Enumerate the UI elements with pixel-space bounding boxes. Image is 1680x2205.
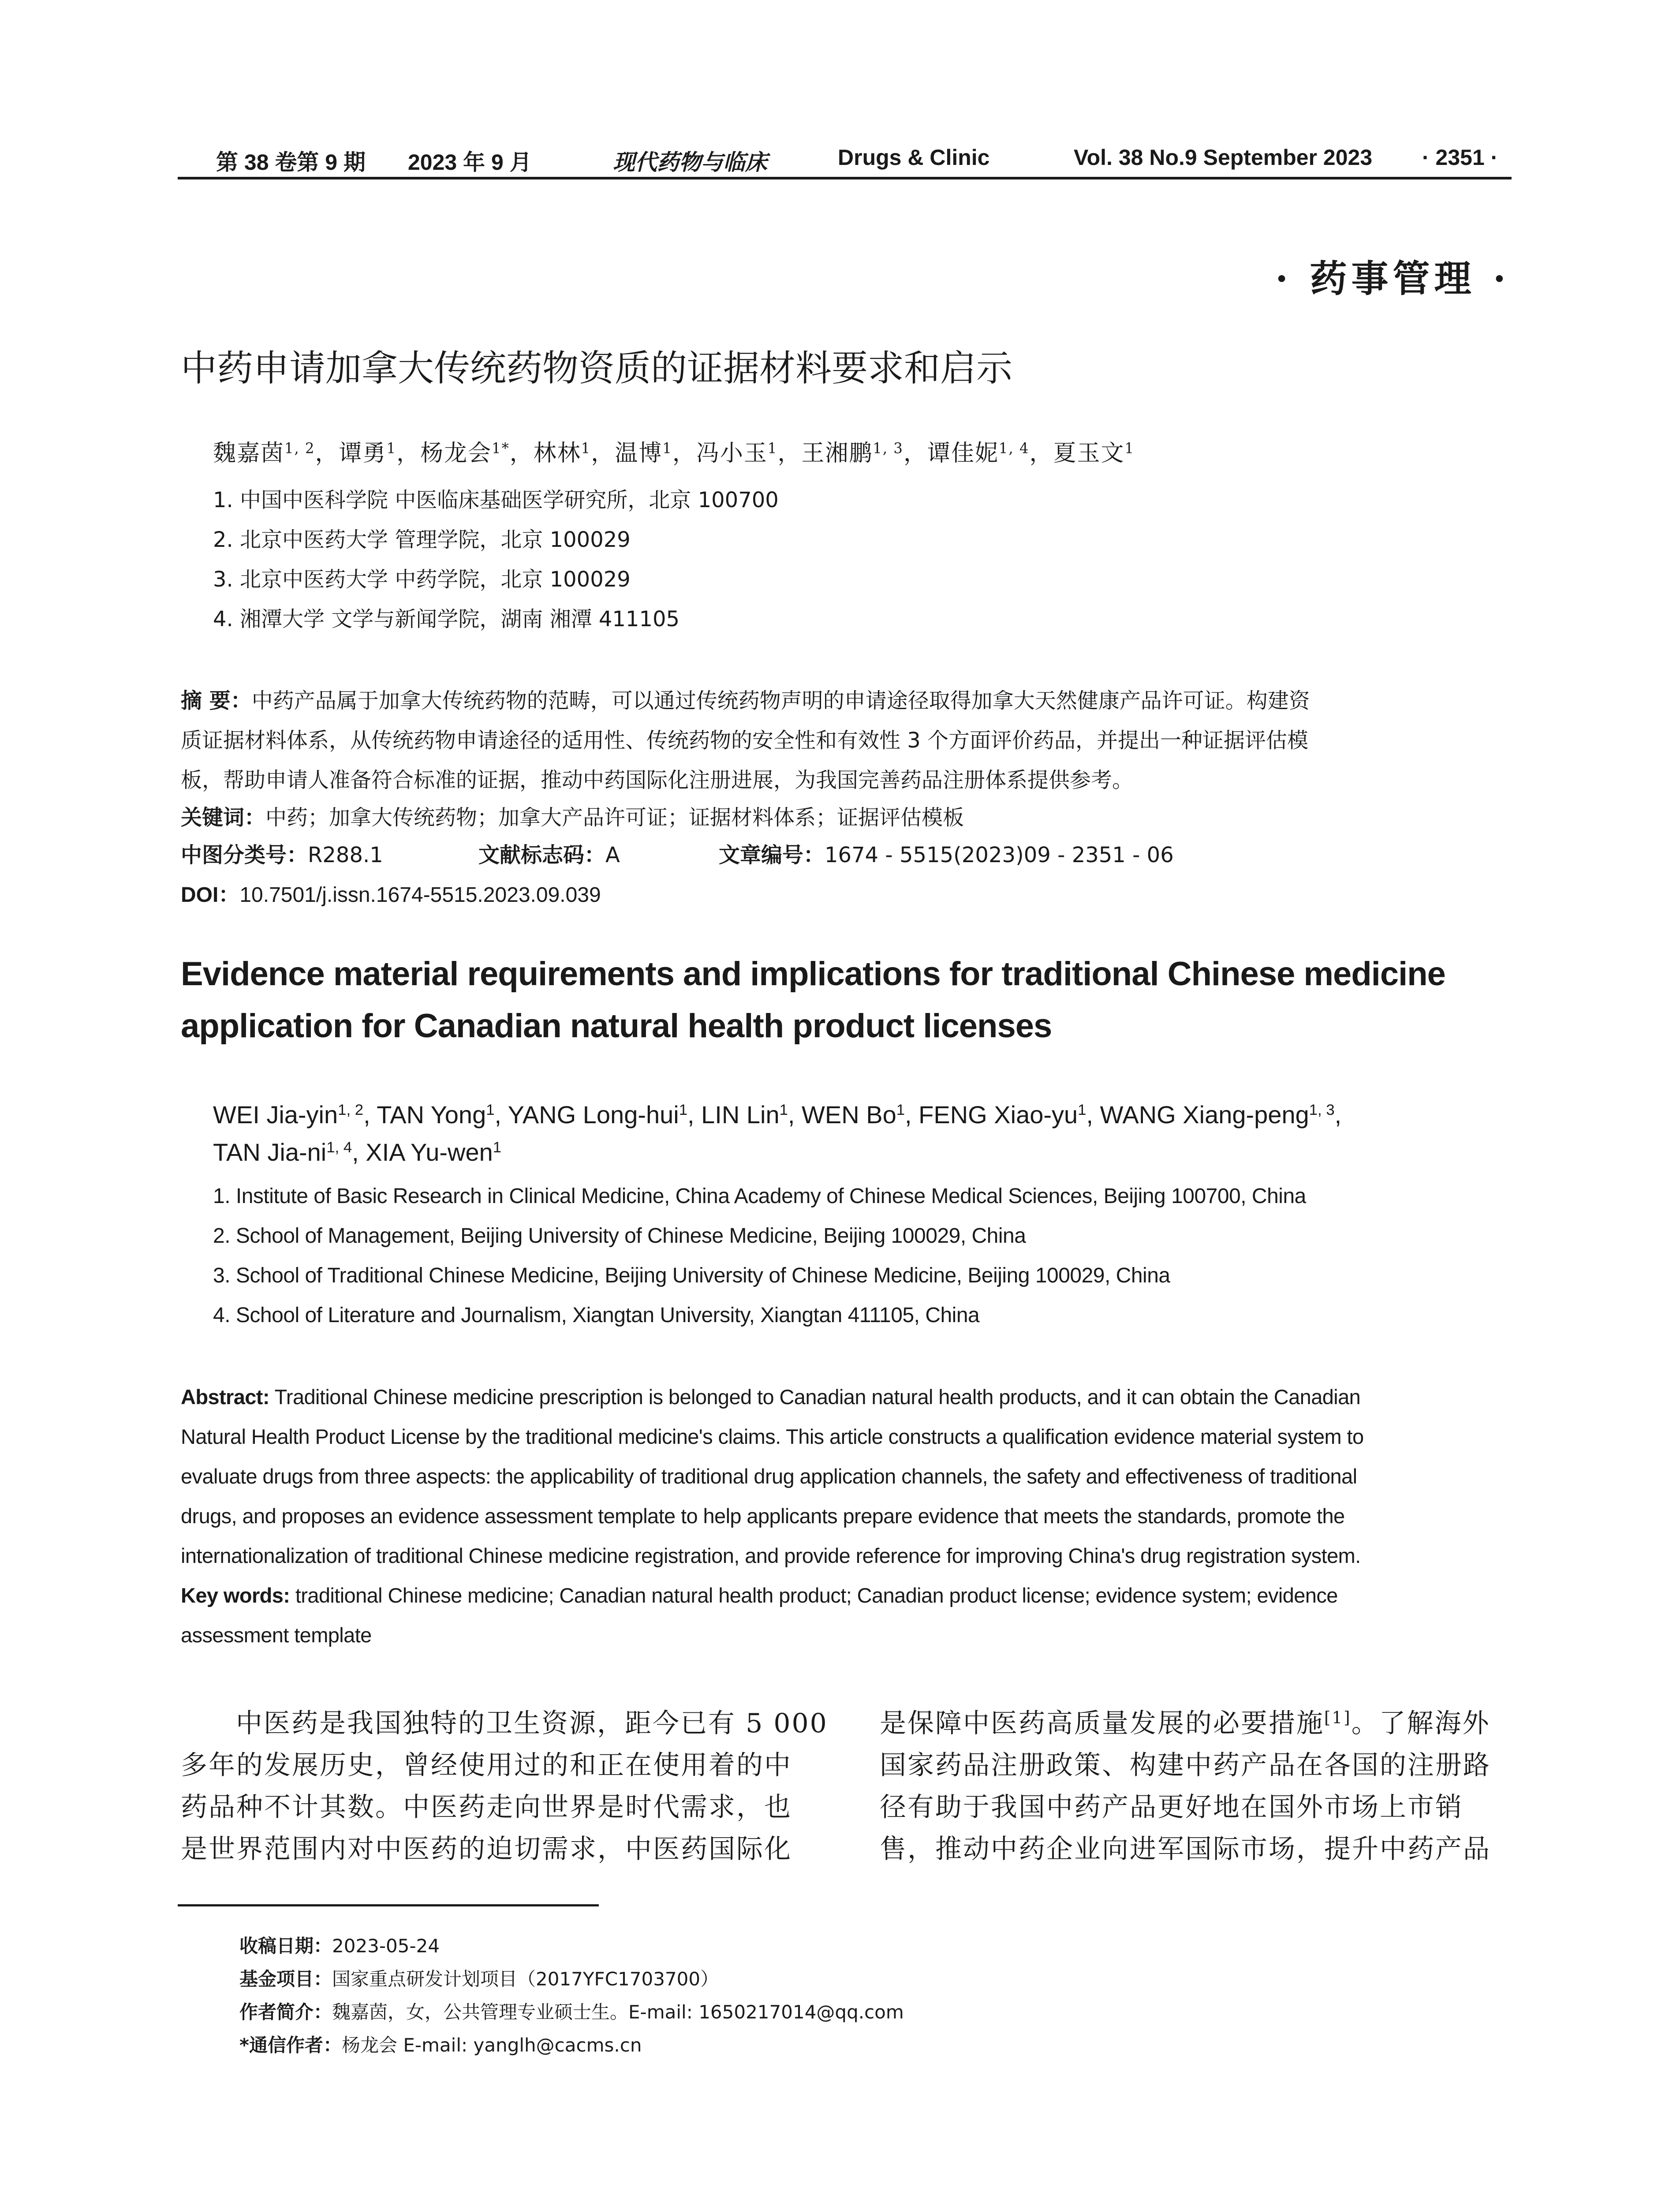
clc-number: 中图分类号：R288.1 — [181, 843, 383, 867]
affiliation-cn-4: 4. 湘潭大学 文学与新闻学院，湖南 湘潭 411105 — [213, 607, 680, 632]
abstract-en-line-2: Natural Health Product License by the traditional medicine's claims. This article constructs a qualification evidence material system to — [181, 1425, 1364, 1448]
author-cn-affiliation-mark: 1* — [492, 440, 510, 457]
abstract-en-line-3: evaluate drugs from three aspects: the applicability of traditional drug application channels, the safety and effectiveness of traditional — [181, 1465, 1357, 1488]
author-cn-name: 谭佳妮 — [927, 440, 999, 467]
abstract-en-line-4: drugs, and proposes an evidence assessment template to help applicants prepare evidence that meets the standards, promote the — [181, 1504, 1345, 1528]
header-page-number: · 2351 · — [1422, 145, 1498, 170]
title-cn: 中药申请加拿大传统药物资质的证据材料要求和启示 — [181, 348, 1013, 389]
footnote-rule — [178, 1904, 599, 1906]
header-date-cn: 2023 年 9 月 — [408, 150, 532, 175]
affiliation-en-2: 2. School of Management, Beijing University of Chinese Medicine, Beijing 100029, China — [213, 1224, 1026, 1248]
author-cn-affiliation-mark: 1 — [386, 440, 397, 457]
author-cn-name: 王湘鹏 — [801, 440, 873, 467]
header-journal-en: Drugs & Clinic — [838, 145, 990, 170]
body-left-line-4: 是世界范围内对中医药的迫切需求，中医药国际化 — [181, 1834, 792, 1865]
author-cn-affiliation-mark: 1 — [662, 440, 672, 457]
author-en-name: TAN Yong — [377, 1101, 486, 1129]
author-en-name: LIN Lin — [701, 1101, 780, 1129]
author-en-affiliation-mark: 1 — [486, 1101, 495, 1118]
title-en-line-1: Evidence material requirements and implications for traditional Chinese medicine — [181, 955, 1445, 993]
abstract-cn-line-1: 摘 要：中药产品属于加拿大传统药物的范畴，可以通过传统药物声明的申请途径取得加拿大天然健康产品许可证。构建资 — [181, 688, 1310, 713]
body-right-line-2: 国家药品注册政策、构建中药产品在各国的注册路 — [880, 1750, 1491, 1781]
header-rule — [178, 177, 1512, 179]
abstract-en-line-5: internationalization of traditional Chinese medicine registration, and provide reference for improving China's drug registration system. — [181, 1544, 1361, 1567]
author-en-affiliation-mark: 1 — [493, 1139, 502, 1156]
author-cn-name: 林林 — [533, 440, 581, 467]
author-en-name: TAN Jia-ni — [213, 1138, 327, 1166]
author-en-affiliation-mark: 1 — [679, 1101, 688, 1118]
doi-label: DOI： — [181, 883, 240, 907]
author-en-affiliation-mark: 1 — [1078, 1101, 1086, 1118]
title-en-line-2: application for Canadian natural health product licenses — [181, 1007, 1052, 1045]
authors-en-line-1: WEI Jia-yin$^{1, 2}$, TAN Yong$^1$, YANG Long-hui$^1$, LIN Lin$^1$, WEN Bo$^1$, FENG Xiao-$yu^1$, WANG Xiang-peng$^{1, 3}$, — [213, 1101, 1342, 1129]
header-journal-cn: 现代药物与临床 — [613, 149, 767, 175]
author-en-name: XIA Yu-wen — [366, 1138, 493, 1166]
author-en-affiliation-mark: 1 — [779, 1101, 788, 1118]
header-volume-cn: 第 38 卷第 9 期 — [216, 150, 366, 175]
author-cn-affiliation-mark: 1 — [1124, 440, 1135, 457]
affiliation-en-4: 4. School of Literature and Journalism, Xiangtan University, Xiangtan 411105, China — [213, 1304, 980, 1327]
author-en-affiliation-mark: 1, 4 — [326, 1139, 352, 1156]
author-en-affiliation-mark: 1, 2 — [338, 1101, 364, 1118]
keywords-en-label: Key words: — [181, 1584, 290, 1607]
author-cn-affiliation-mark: 1 — [581, 440, 591, 457]
author-en-affiliation-mark: 1, 3 — [1309, 1101, 1335, 1118]
document-code: 文献标志码：A — [478, 843, 620, 867]
keywords-en-line-2: assessment template — [181, 1623, 372, 1647]
footnote-corresponding: *通信作者：杨龙会 E-mail: yanglh@cacms.cn — [239, 2034, 642, 2056]
author-en-name: FENG Xiao-yu — [918, 1101, 1078, 1129]
author-cn-name: 魏嘉茵 — [213, 440, 285, 467]
keywords-en-line-1: Key words: traditional Chinese medicine; Canadian natural health product; Canadian product license; evidence system; evidence — [181, 1584, 1338, 1607]
abstract-cn-line-3: 板，帮助申请人准备符合标准的证据，推动中药国际化注册进展，为我国完善药品注册体系提供参考。 — [181, 768, 1134, 792]
body-left-line-3: 药品种不计其数。中医药走向世界是时代需求，也 — [181, 1792, 792, 1823]
author-en-name: WANG Xiang-peng — [1100, 1101, 1309, 1129]
citation-ref-1[interactable]: [1] — [1324, 1708, 1351, 1727]
author-cn-name: 谭勇 — [339, 440, 387, 467]
authors-cn: 魏嘉茵$^{1, 2}$，谭勇$^1$，杨龙会$^{1*}$，林林$^1$，温博$^1$，冯小玉$^1$，王湘鹏$^{1, 3}$，谭佳妮$^{1, 4}$，夏玉文$^1$ — [213, 440, 1135, 467]
doi — [181, 878, 601, 908]
author-cn-name: 温博 — [615, 440, 663, 467]
author-cn-name: 杨龙会 — [420, 440, 492, 467]
abstract-en-line-1: Abstract: Traditional Chinese medicine prescription is belonged to Canadian natural health products, and it can obtain the Canadian — [181, 1385, 1361, 1409]
article-number: 文章编号：1674 - 5515(2023)09 - 2351 - 06 — [719, 843, 1174, 867]
body-right-line-4: 售，推动中药企业向进军国际市场，提升中药产品 — [880, 1834, 1491, 1865]
affiliation-en-1: 1. Institute of Basic Research in Clinical Medicine, China Academy of Chinese Medical Sciences, Beijing 100700, China — [213, 1185, 1306, 1208]
author-cn-name: 夏玉文 — [1053, 440, 1125, 467]
body-left-line-2: 多年的发展历史，曾经使用过的和正在使用着的中 — [181, 1750, 792, 1781]
abstract-en-label: Abstract: — [181, 1385, 269, 1409]
affiliation-en-3: 3. School of Traditional Chinese Medicine, Beijing University of Chinese Medicine, Beijing 100029, China — [213, 1264, 1170, 1287]
footnote-author-bio: 作者简介：魏嘉茵，女，公共管理专业硕士生。E-mail: 1650217014@qq.com — [239, 2001, 904, 2023]
footnote-fund: 基金项目：国家重点研发计划项目（2017YFC1703700） — [239, 1968, 719, 1990]
author-en-name: WEI Jia-yin — [213, 1101, 338, 1129]
author-cn-affiliation-mark: 1, 2 — [284, 440, 315, 457]
column-label: · 药事管理 · — [1275, 257, 1510, 300]
body-right-line-1: 是保障中医药高质量发展的必要措施[1]。了解海外 — [880, 1708, 1490, 1739]
author-en-name: WEN Bo — [802, 1101, 896, 1129]
author-cn-name: 冯小玉 — [696, 440, 768, 467]
abstract-cn-line-2: 质证据材料体系，从传统药物申请途径的适用性、传统药物的安全性和有效性 3 个方面评价药品，并提出一种证据评估模 — [181, 728, 1309, 753]
body-left-line-1: 中医药是我国独特的卫生资源，距今已有 5 000 — [236, 1708, 828, 1739]
keywords-cn: 关键词：中药；加拿大传统药物；加拿大产品许可证；证据材料体系；证据评估模板 — [181, 805, 964, 830]
abstract-cn-label: 摘 要： — [181, 688, 252, 713]
footnote-received: 收稿日期：2023-05-24 — [239, 1935, 440, 1957]
author-en-name: YANG Long-hui — [508, 1101, 679, 1129]
author-cn-affiliation-mark: 1 — [767, 440, 778, 457]
header-volume-en: Vol. 38 No.9 September 2023 — [1074, 145, 1373, 170]
author-cn-affiliation-mark: 1, 4 — [998, 440, 1030, 457]
body-right-line-3: 径有助于我国中药产品更好地在国外市场上市销 — [880, 1792, 1463, 1823]
affiliation-cn-3: 3. 北京中医药大学 中药学院，北京 100029 — [213, 567, 631, 592]
affiliation-cn-1: 1. 中国中医科学院 中医临床基础医学研究所，北京 100700 — [213, 488, 779, 512]
authors-en-line-2: TAN Jia-ni$^{1, 4}$, XIA Yu-wen$^1$ — [213, 1138, 502, 1166]
keywords-cn-label: 关键词： — [181, 805, 266, 830]
doi-link[interactable]: 10.7501/j.issn.1674-5515.2023.09.039 — [239, 883, 601, 907]
affiliation-cn-2: 2. 北京中医药大学 管理学院，北京 100029 — [213, 527, 631, 552]
author-en-affiliation-mark: 1 — [896, 1101, 905, 1118]
author-cn-affiliation-mark: 1, 3 — [873, 440, 903, 457]
